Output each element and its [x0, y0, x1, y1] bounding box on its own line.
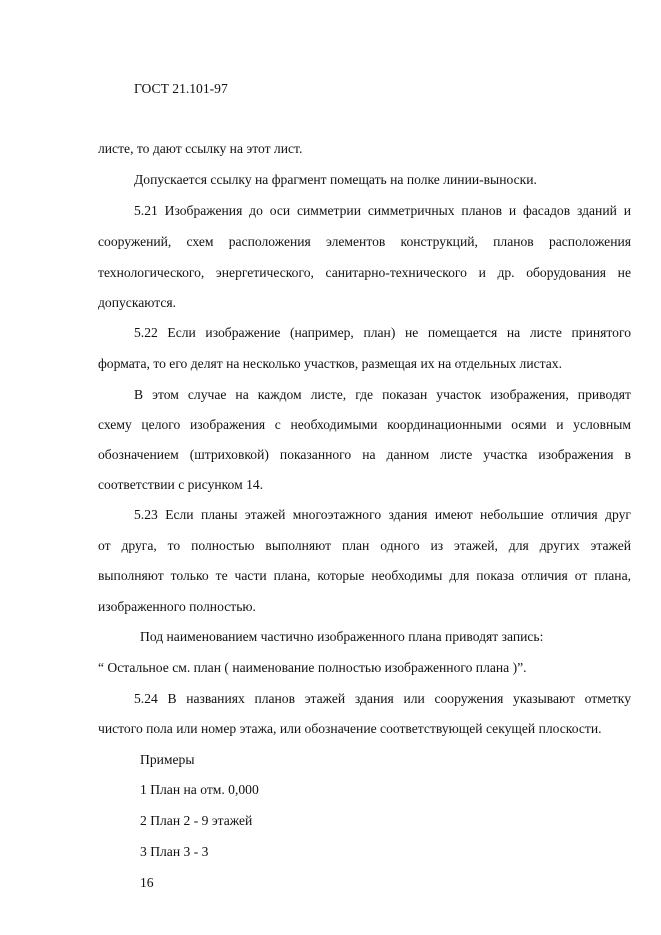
text-line: технологического, энергетического, санитарно-технического и др. оборудования не	[98, 265, 631, 280]
text-line: “ Остальное см. план ( наименование полностью изображенного плана )”.	[98, 660, 527, 675]
text-line: сооружений, схем расположения элементов конструкций, планов расположения	[98, 234, 631, 249]
text-line: выполняют только те части плана, которые необходимы для показа отличия от плана,	[98, 568, 631, 583]
example-item: 3 План 3 - 3	[140, 844, 209, 859]
text-line: 5.24 В названиях планов этажей здания или сооружения указывают отметку	[134, 691, 631, 706]
text-line: В этом случае на каждом листе, где показан участок изображения, приводят	[134, 387, 631, 402]
example-item: 1 План на отм. 0,000	[140, 782, 259, 797]
text-line: обозначением (штриховкой) показанного на данном листе участка изображения в	[98, 447, 631, 462]
text-line: чистого пола или номер этажа, или обозначение соответствующей секущей плоскости.	[98, 721, 602, 736]
text-line: допускаются.	[98, 295, 177, 310]
text-line: Под наименованием частично изображенного плана приводят запись:	[140, 629, 544, 644]
text-line: соответствии с рисунком 14.	[98, 477, 264, 492]
text-line: формата, то его делят на несколько участков, размещая их на отдельных листах.	[98, 356, 562, 371]
text-line: от друга, то полностью выполняют план одного из этажей, для других этажей	[98, 538, 631, 553]
text-line: Допускается ссылку на фрагмент помещать на полке линии-выноски.	[134, 172, 537, 187]
text-line: изображенного полностью.	[98, 599, 256, 614]
text-line: 5.22 Если изображение (например, план) не помещается на листе принятого	[134, 325, 631, 340]
text-line: 5.23 Если планы этажей многоэтажного здания имеют небольшие отличия друг	[134, 507, 631, 522]
text-line: листе, то дают ссылку на этот лист.	[98, 141, 303, 156]
example-item: 2 План 2 - 9 этажей	[140, 813, 253, 828]
examples-title: Примеры	[140, 752, 195, 767]
page-number: 16	[140, 875, 154, 890]
text-line: 5.21 Изображения до оси симметрии симметричных планов и фасадов зданий и	[134, 203, 631, 218]
text-line: схему целого изображения с необходимыми координационными осями и условным	[98, 417, 631, 432]
document-code: ГОСТ 21.101-97	[134, 81, 228, 96]
